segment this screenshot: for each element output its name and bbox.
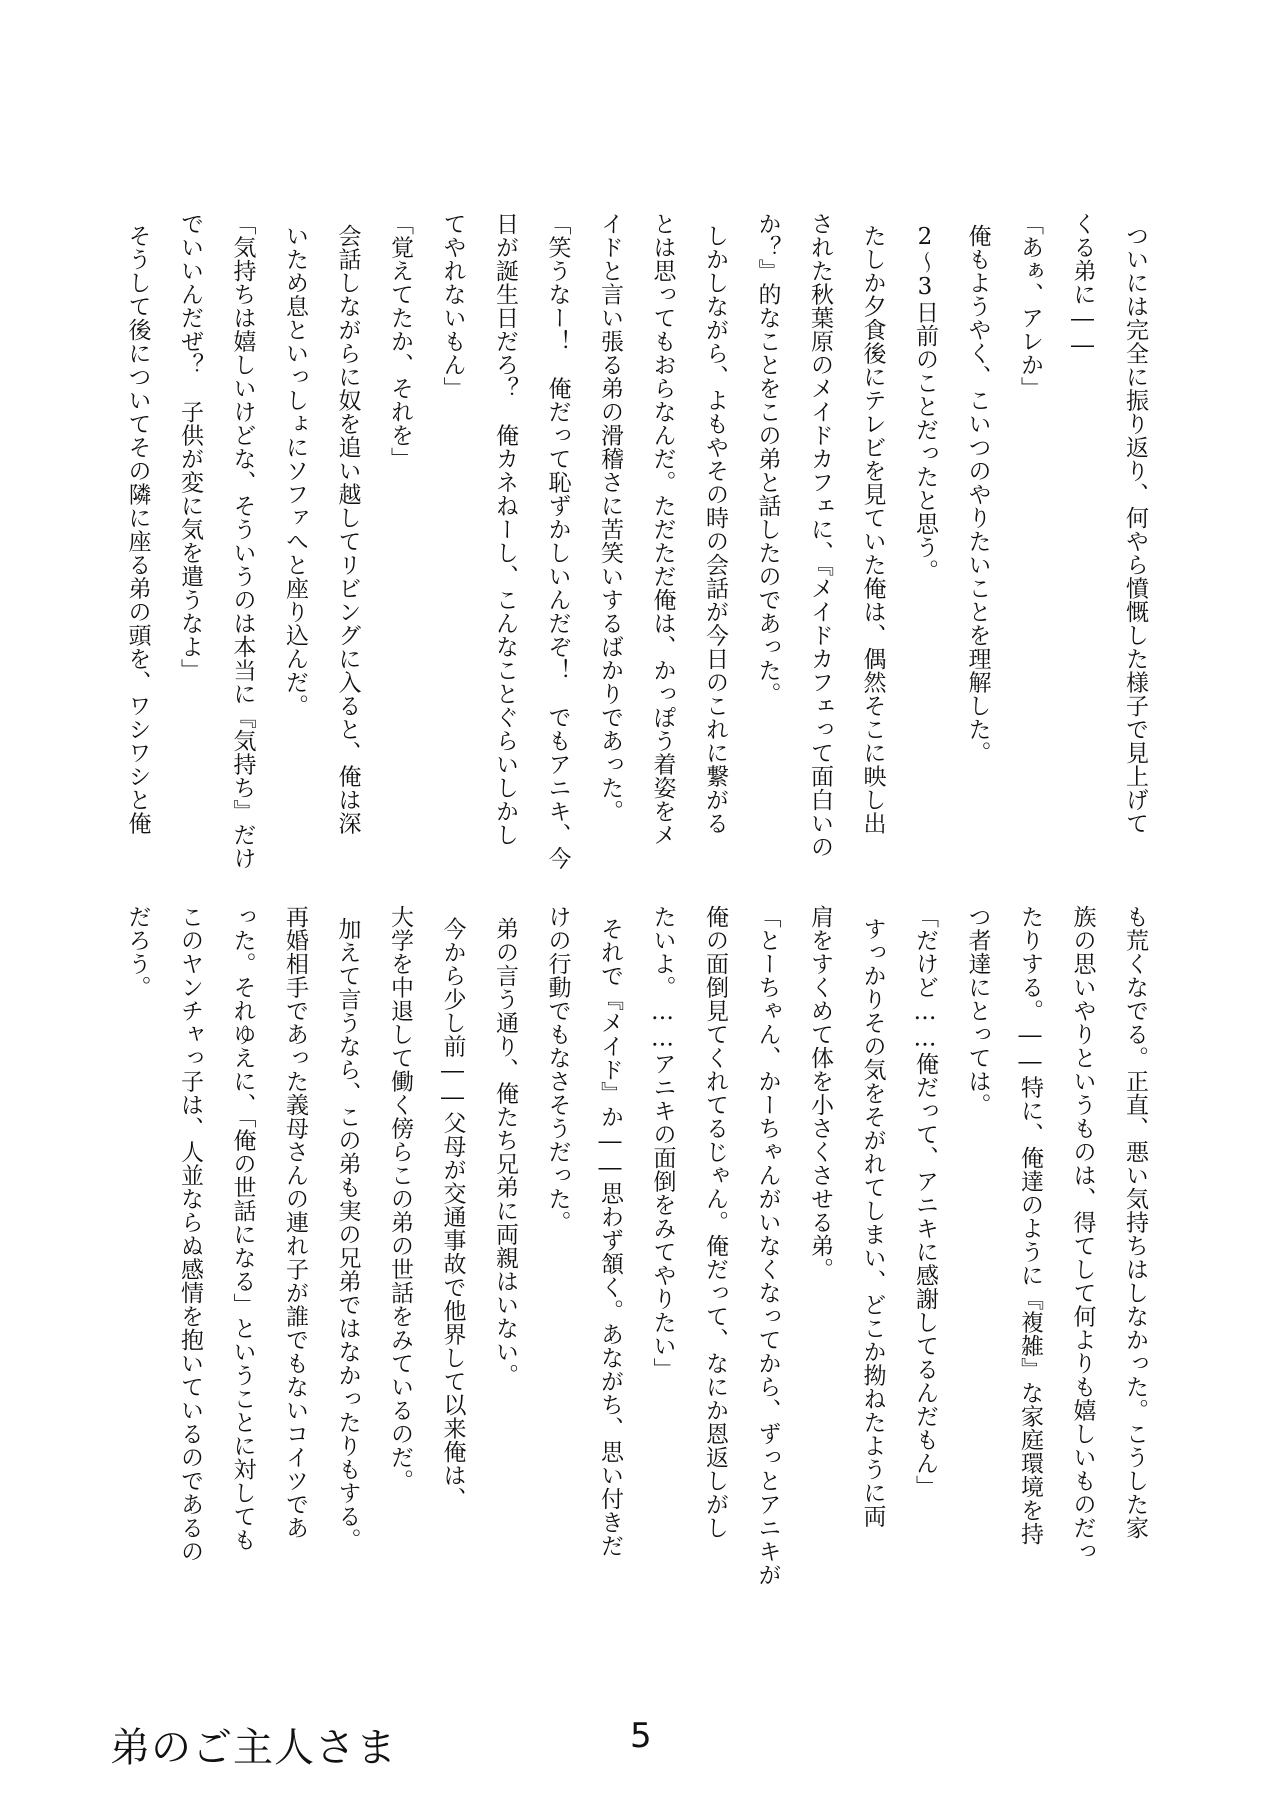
text-column: った。それゆえに、「俺の世話になる」ということに対しても bbox=[229, 905, 256, 1552]
text-column: された秋葉原のメイドカフェに、『メイドカフェって面白いの bbox=[807, 212, 833, 859]
text-column: そうして後についてその隣に座る弟の頭を、ワシワシと俺 bbox=[124, 224, 151, 835]
text-column: 「気持ちは嬉しいけどな、そういうのは本当に『気持ち』だけ bbox=[229, 212, 256, 870]
book-title: 弟のご主人さま bbox=[110, 1725, 397, 1771]
text-column: 大学を中退して働く傍らこの弟の世話をみているのだ。 bbox=[387, 905, 413, 1493]
text-column: てやれないもん」 bbox=[439, 212, 466, 400]
text-column: 加えて言うなら、この弟も実の兄弟ではなかったりもする。 bbox=[334, 917, 361, 1552]
text-column: けの行動でもなさそうだった。 bbox=[544, 905, 571, 1234]
text-column: イドと言い張る弟の滑稽さに苦笑いするばかりであった。 bbox=[597, 212, 623, 823]
text-column: も荒くなでる。正直、悪い気持ちはしなかった。こうした家 bbox=[1122, 905, 1148, 1540]
text-column: でいいんだぜ？ 子供が変に気を遣うなよ」 bbox=[177, 212, 203, 682]
text-column: 会話しながらに奴を追い越してリビングに入ると、俺は深 bbox=[334, 224, 361, 835]
page-number: 5 bbox=[630, 1716, 652, 1756]
text-column: 俺もようやく、こいつのやりたいことを理解した。 bbox=[964, 224, 991, 765]
text-column: だろう。 bbox=[124, 905, 151, 999]
text-column: たりする。――特に、俺達のように『複雑』な家庭環境を持 bbox=[1017, 905, 1043, 1546]
text-column: 「あぁ、アレか」 bbox=[1017, 212, 1043, 400]
text-column: このヤンチャっ子は、人並ならぬ感情を抱いているのであるの bbox=[177, 905, 203, 1563]
text-column: すっかりその気をそがれてしまい、どこか拗ねたように両 bbox=[859, 917, 886, 1528]
text-column: くる弟に―― bbox=[1069, 212, 1096, 359]
text-column: 再婚相手であった義母さんの連れ子が誰でもないコイツであ bbox=[282, 905, 308, 1540]
text-column: たいよ。……アニキの面倒をみてやりたい」 bbox=[649, 905, 676, 1381]
text-column: 族の思いやりというものは、得てして何よりも嬉しいものだっ bbox=[1069, 905, 1096, 1563]
text-column: とは思ってもおらなんだ。ただただ俺は、かっぽう着姿をメ bbox=[649, 212, 676, 847]
text-column: つ者達にとっては。 bbox=[964, 905, 991, 1117]
text-column: 2〜3日前のことだったと思う。 bbox=[912, 224, 938, 583]
text-column: たしか夕食後にテレビを見ていた俺は、偶然そこに映し出 bbox=[859, 224, 886, 835]
text-column: 弟の言う通り、俺たち兄弟に両親はいない。 bbox=[492, 917, 518, 1387]
text-column: 「とーちゃん、かーちゃんがいなくなってから、ずっとアニキが bbox=[754, 905, 781, 1587]
text-column: 俺の面倒見てくれてるじゃん。俺だって、なにか恩返しがし bbox=[702, 905, 728, 1540]
text-column: それで『メイド』か――思わず頷く。あながち、思い付きだ bbox=[597, 917, 623, 1558]
text-column: 日が誕生日だろ？ 俺カネねーし、こんなことぐらいしかし bbox=[492, 212, 518, 847]
text-column: 今から少し前――父母が交通事故で他界して以来俺は、 bbox=[439, 917, 466, 1511]
text-column: しかしながら、よもやその時の会話が今日のこれに繋がる bbox=[702, 224, 728, 835]
text-column: 肩をすくめて体を小さくさせる弟。 bbox=[807, 905, 833, 1281]
text-column: 「覚えてたか、それを」 bbox=[387, 212, 413, 471]
text-column: ついには完全に振り返り、何やら憤慨した様子で見上げて bbox=[1122, 224, 1148, 835]
text-column: か？』的なことをこの弟と話したのであった。 bbox=[754, 212, 781, 706]
text-column: いため息といっしょにソファへと座り込んだ。 bbox=[282, 224, 308, 718]
text-column: 「笑うなー！ 俺だって恥ずかしいんだぞ！ でもアニキ、今 bbox=[544, 212, 571, 870]
text-column: 「だけど……俺だって、アニキに感謝してるんだもん」 bbox=[912, 905, 938, 1499]
